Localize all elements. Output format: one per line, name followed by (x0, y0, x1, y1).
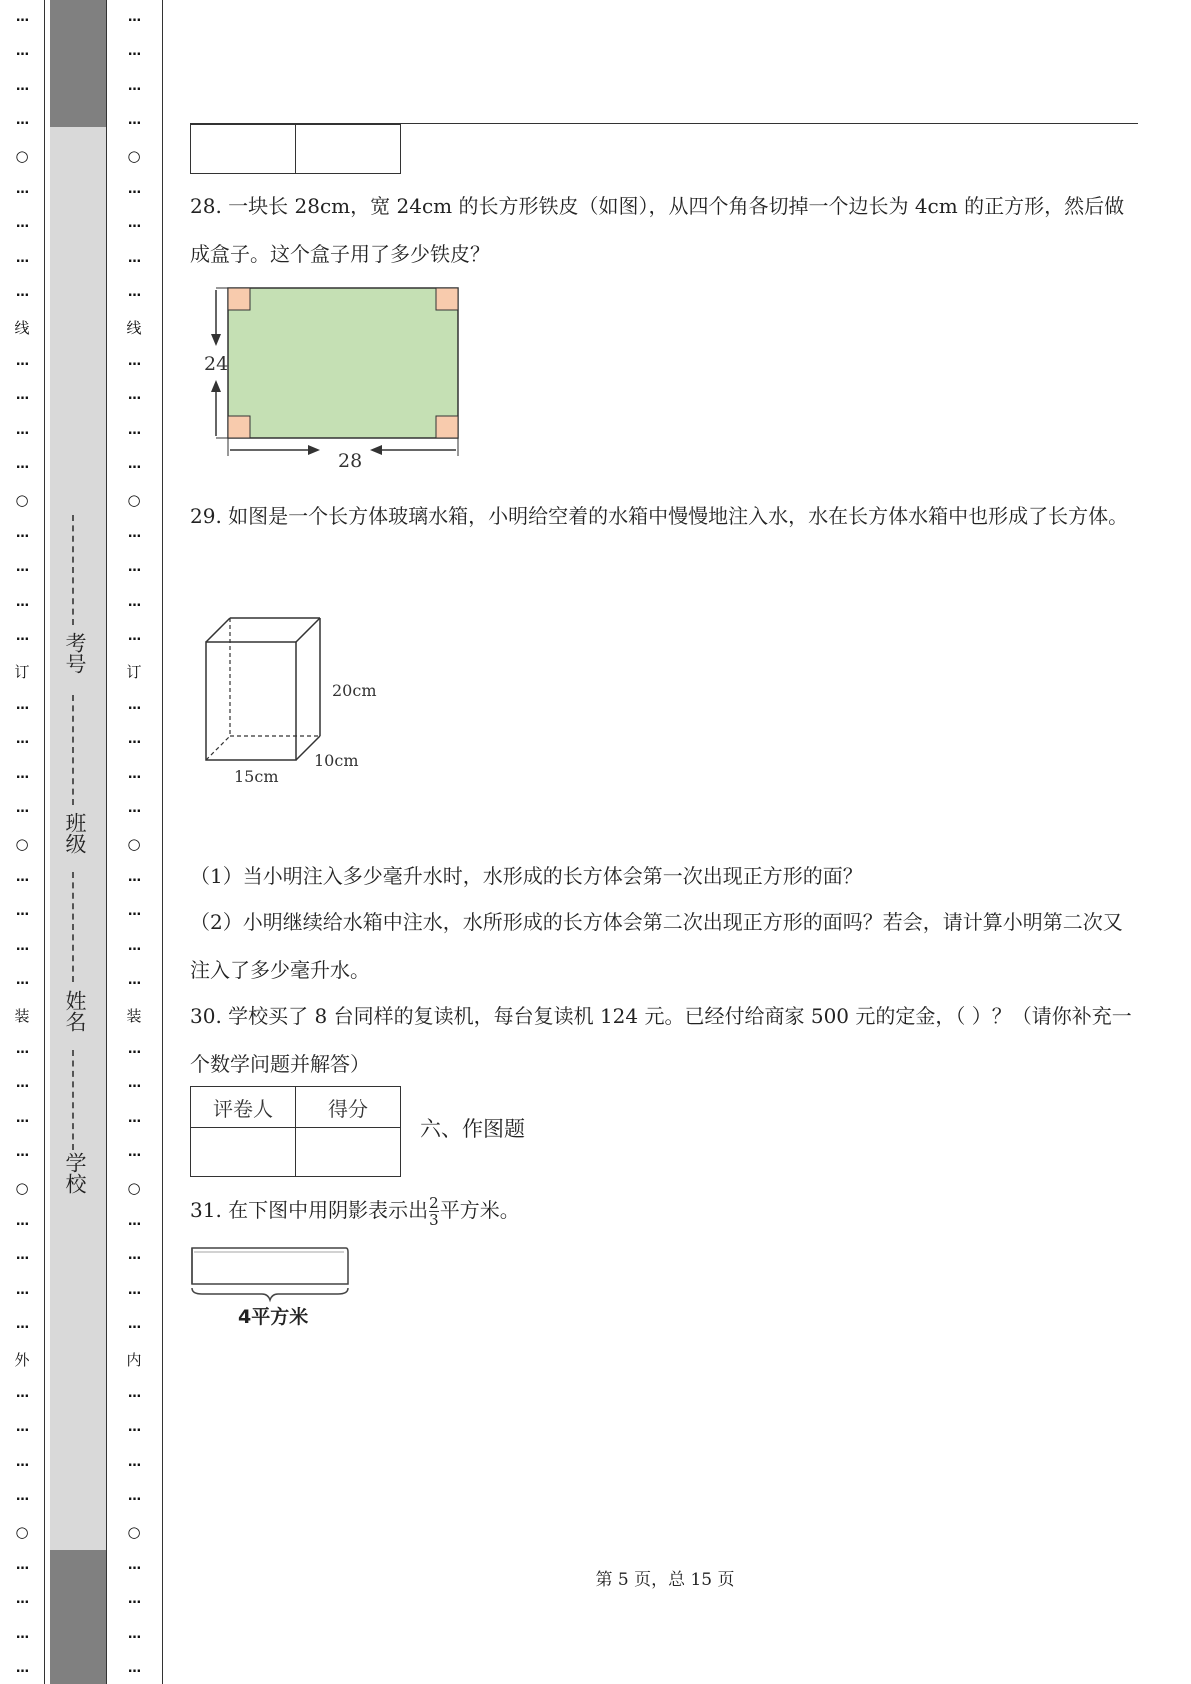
margin-mark: ○ (15, 490, 29, 509)
margin-mark: … (16, 732, 28, 748)
margin-mark: … (128, 560, 140, 576)
page-footer: 第 5 页，总 15 页 (595, 1570, 735, 1590)
margin-mark: 装 (126, 1006, 142, 1025)
margin-mark: … (128, 870, 140, 885)
height-label: 20cm (332, 681, 377, 700)
score-header: 得分 (296, 1087, 401, 1128)
reviewer-cell (191, 1128, 296, 1177)
margin-mark: 订 (126, 662, 142, 681)
margin-mark: … (128, 1076, 140, 1092)
margin-mark: … (128, 698, 140, 713)
margin-mark: … (128, 285, 140, 301)
margin-mark: … (16, 182, 28, 197)
margin-mark: … (16, 1454, 28, 1470)
score-cell (296, 125, 401, 174)
label-xuexiao: 学校 (63, 1152, 87, 1194)
q31-bar-figure (188, 1244, 354, 1332)
margin-mark: … (16, 388, 28, 404)
margin-mark: 外 (14, 1350, 30, 1369)
margin-mark: … (16, 1626, 28, 1642)
outer-margin-marks (6, 0, 38, 1684)
margin-mark: … (128, 78, 140, 94)
score-cell (296, 1128, 401, 1177)
margin-mark: … (16, 250, 28, 266)
sheet-rect (228, 288, 458, 438)
margin-mark: … (128, 594, 140, 610)
margin-mark: … (16, 216, 28, 232)
margin-mark: … (16, 1489, 28, 1505)
corner-square (436, 416, 458, 438)
margin-mark: … (16, 1317, 28, 1333)
margin-mark: … (128, 1558, 140, 1573)
margin-mark: … (128, 1661, 140, 1677)
margin-mark: … (16, 354, 28, 369)
margin-mark: 线 (126, 318, 142, 337)
margin-mark: … (128, 801, 140, 817)
margin-mark: … (128, 904, 140, 920)
margin-mark: … (128, 1420, 140, 1436)
question-31 (190, 1186, 1138, 1234)
corner-square (228, 288, 250, 310)
margin-mark: … (128, 1592, 140, 1608)
question-30: 30. 学校买了 8 台同样的复读机，每台复读机 124 元。已经付给商家 500 元的定金，（ ）？（请你补充一个数学问题并解答） (190, 1004, 1132, 1076)
xingming-underline (72, 872, 74, 982)
margin-mark: … (128, 457, 140, 473)
margin-mark: … (16, 1592, 28, 1608)
margin-mark: … (16, 594, 28, 610)
margin-mark: … (16, 938, 28, 954)
bar-label: 4平方米 (238, 1306, 309, 1328)
width-label: 28 (338, 450, 363, 472)
question-29: 29. 如图是一个长方体玻璃水箱，小明给空着的水箱中慢慢地注入水，水在长方体水箱中也形成了长方体。 (190, 504, 1129, 528)
margin-mark: 线 (14, 318, 30, 337)
margin-mark: … (128, 732, 140, 748)
margin-mark: ○ (127, 1178, 141, 1197)
q29-sub1: （1）当小明注入多少毫升水时，水形成的长方体会第一次出现正方形的面？ (190, 864, 863, 888)
margin-mark: … (128, 182, 140, 197)
margin-mark: … (16, 1110, 28, 1126)
margin-mark: ○ (15, 834, 29, 853)
height-label: 24 (204, 353, 229, 375)
margin-mark: … (128, 1317, 140, 1333)
inner-margin-marks (118, 0, 150, 1684)
margin-mark: … (16, 1282, 28, 1298)
margin-mark: … (16, 78, 28, 94)
margin-mark: … (16, 1558, 28, 1573)
margin-mark: … (16, 629, 28, 645)
margin-mark: … (128, 354, 140, 369)
margin-line-outer (44, 0, 45, 1684)
margin-mark: … (16, 1661, 28, 1677)
margin-mark: 装 (14, 1006, 30, 1025)
depth-label: 10cm (314, 751, 359, 770)
margin-mark: … (128, 388, 140, 404)
margin-mark: … (128, 1626, 140, 1642)
margin-mark: … (128, 44, 140, 60)
banji-underline (72, 695, 74, 805)
margin-mark: … (128, 250, 140, 266)
margin-mark: … (128, 1454, 140, 1470)
xuexiao-underline (72, 1050, 74, 1150)
q29-cuboid-figure (196, 612, 386, 792)
margin-mark: … (16, 1386, 28, 1401)
margin-line-right (162, 0, 163, 1684)
margin-mark: … (16, 1420, 28, 1436)
margin-mark: … (16, 44, 28, 60)
margin-mark: … (16, 526, 28, 541)
margin-mark: … (16, 1214, 28, 1229)
margin-mark: … (128, 1110, 140, 1126)
margin-mark: … (16, 766, 28, 782)
margin-mark: … (16, 904, 28, 920)
margin-mark: … (16, 113, 28, 129)
q28-rectangle-figure (196, 278, 466, 478)
margin-strip-top-dark (50, 0, 106, 127)
corner-square (436, 288, 458, 310)
margin-mark: … (128, 1248, 140, 1264)
question-28: 28. 一块长 28cm，宽 24cm 的长方形铁皮（如图），从四个角各切掉一个边长为 4cm 的正方形，然后做成盒子。这个盒子用了多少铁皮？ (190, 194, 1125, 266)
margin-mark: … (16, 870, 28, 885)
score-table-section6 (190, 1086, 401, 1177)
margin-mark: … (128, 526, 140, 541)
margin-mark: … (128, 1489, 140, 1505)
fraction (429, 1195, 439, 1228)
margin-mark: … (128, 973, 140, 989)
margin-mark: … (16, 1042, 28, 1057)
margin-mark: … (16, 698, 28, 713)
margin-mark: … (16, 1145, 28, 1161)
margin-mark: … (128, 422, 140, 438)
margin-mark: ○ (127, 834, 141, 853)
margin-mark: … (128, 938, 140, 954)
corner-square (228, 416, 250, 438)
margin-mark: ○ (15, 146, 29, 165)
margin-mark: … (128, 766, 140, 782)
margin-line-inner (106, 0, 107, 1684)
fraction-numerator: 2 (429, 1194, 439, 1212)
margin-mark: … (128, 1214, 140, 1229)
margin-mark: … (16, 422, 28, 438)
margin-mark: ○ (127, 490, 141, 509)
section-6-title: 六、作图题 (420, 1117, 525, 1141)
label-banji: 班级 (63, 812, 87, 854)
margin-mark: … (128, 1042, 140, 1057)
margin-mark: 订 (14, 662, 30, 681)
margin-mark: ○ (15, 1178, 29, 1197)
fraction-denominator: 3 (429, 1211, 439, 1229)
margin-mark: ○ (15, 1522, 29, 1541)
margin-mark: … (128, 1386, 140, 1401)
margin-mark: … (16, 1248, 28, 1264)
q31-suffix: 平方米。 (439, 1198, 520, 1222)
margin-mark: … (16, 973, 28, 989)
margin-mark: … (128, 1145, 140, 1161)
margin-mark: … (16, 457, 28, 473)
label-xingming: 姓名 (63, 990, 87, 1032)
margin-mark: … (128, 629, 140, 645)
margin-mark: ○ (127, 1522, 141, 1541)
kaohao-underline (72, 515, 74, 625)
margin-mark: … (128, 1282, 140, 1298)
q31-prefix: 31. 在下图中用阴影表示出 (190, 1198, 429, 1222)
margin-mark: ○ (127, 146, 141, 165)
margin-mark: … (128, 216, 140, 232)
label-kaohao: 考号 (63, 632, 87, 674)
margin-mark: … (16, 285, 28, 301)
score-cell (191, 125, 296, 174)
margin-mark: … (128, 113, 140, 129)
margin-mark: … (16, 801, 28, 817)
margin-mark: … (16, 560, 28, 576)
margin-mark: … (16, 1076, 28, 1092)
score-table-top (190, 124, 401, 174)
q29-sub2: （2）小明继续给水箱中注水，水所形成的长方体会第二次出现正方形的面吗？若会，请计算小明第二次又注入了多少毫升水。 (190, 910, 1123, 982)
margin-mark: … (128, 10, 140, 25)
margin-mark: … (16, 10, 28, 25)
reviewer-header: 评卷人 (191, 1087, 296, 1128)
length-label: 15cm (234, 767, 279, 786)
margin-mark: 内 (126, 1350, 142, 1369)
